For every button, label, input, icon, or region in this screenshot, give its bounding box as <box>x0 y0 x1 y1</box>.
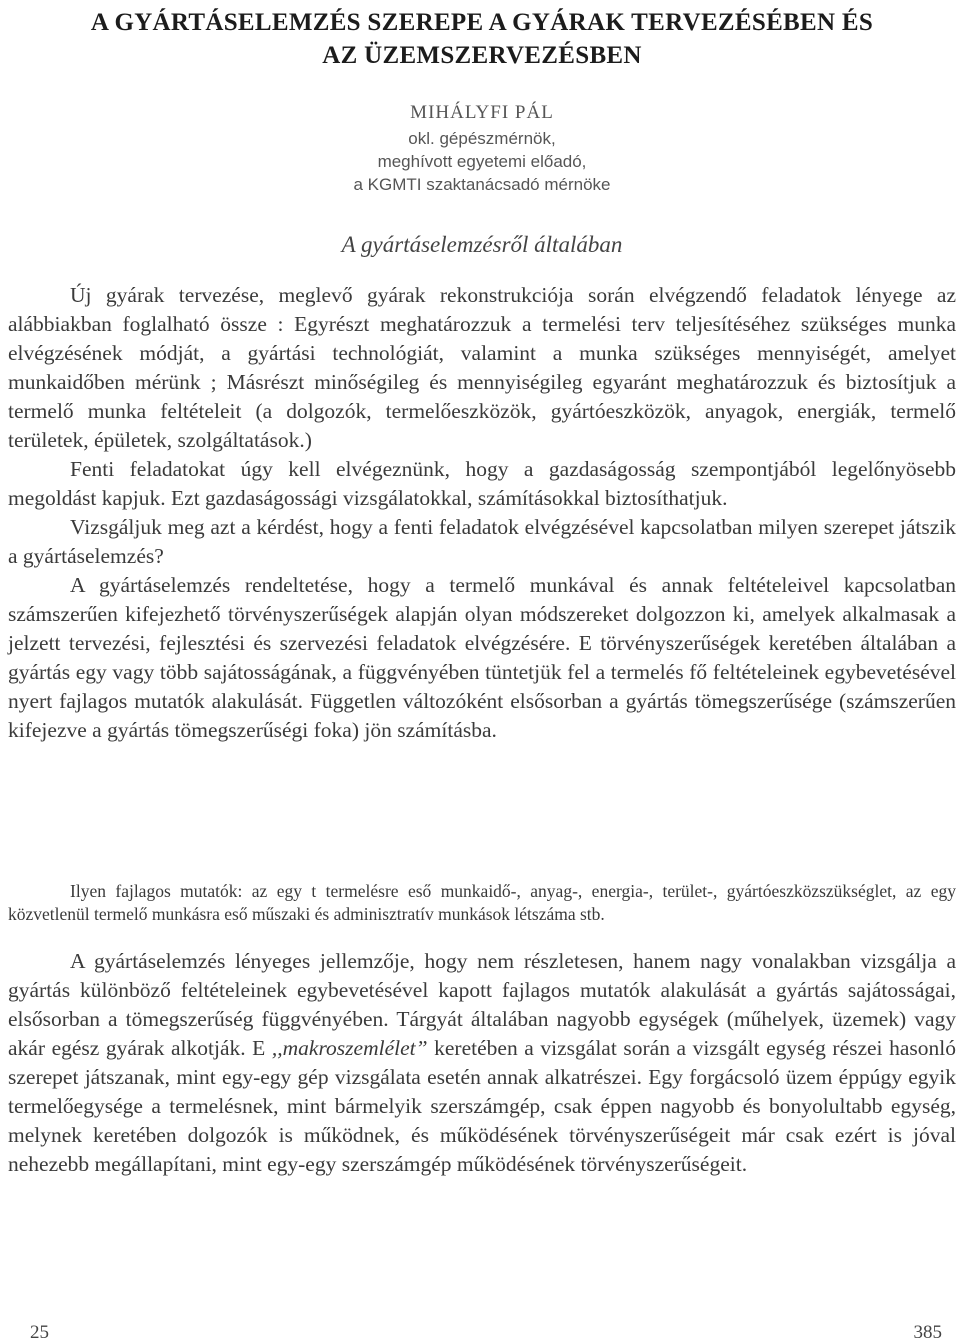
article-title <box>8 6 956 72</box>
body-text-continued <box>8 947 956 1179</box>
affiliation-line-2: meghívott egyetemi előadó, <box>377 152 587 171</box>
affiliation-line-3: a KGMTI szaktanácsadó mérnöke <box>353 175 611 194</box>
body-text-main <box>8 281 956 745</box>
paragraph: Fenti feladatokat úgy kell elvégeznünk, hogy a gazdaságosság szempontjából legelőnyösebb megoldást kapjuk. Ezt gazdaságossági vizsgálatokkal, számításokkal biztosíthatjuk. <box>8 457 956 510</box>
small-print-note <box>8 880 956 926</box>
title-line-2: AZ ÜZEMSZERVEZÉSBEN <box>322 42 642 69</box>
author-affiliation <box>8 127 956 196</box>
paragraph: Vizsgáljuk meg azt a kérdést, hogy a fenti feladatok elvégzésével kapcsolatban milyen szerepet játszik a gyártáselemzés? <box>8 515 956 568</box>
paragraph-text: keretében a vizsgálat során a vizsgált egység részei hasonló szerepet játszanak, mint egy-egy gép vizsgálata esetén annak alkatrészei. Egy forgácsoló üzem éppúgy egyik termelőegysége a termelésnek, mint bármelyik szerszámgép, csak éppen nagyobb és bonyolultabb egység, melynek keretében dolgozók is működnek, és működésének törvényszerűségeit már csak ezért is jóval nehezebb megállapítani, mint egy-egy szerszámgép működésének törvényszerűségeit. <box>8 1036 956 1176</box>
section-heading: A gyártáselemzésről általában <box>341 232 623 257</box>
footer-page-number-left: 25 <box>30 1322 49 1343</box>
author-name: MIHÁLYFI PÁL <box>410 102 554 123</box>
paragraph-text: A gyártáselemzés lényeges jellemzője, hogy nem részletesen, hanem nagy vonalakban vizsgálja a gyártás különböző feltételeinek egybevetésével kapott fajlagos mutatók alakulását a gyártás sajátosságai, elsősorban a tömegszerűség függvényében. Tárgyát általában nagyobb egységek (műhelyek, üzemek) vagy akár egész gyárak alkotják. E <box>8 949 956 1060</box>
note-paragraph: Ilyen fajlagos mutatók: az egy t termelésre eső munkaidő-, anyag-, energia-, terület-, gyártóeszközszükséglet, az egy közvetlenül termelő munkásra eső műszaki és adminisztratív munkások létszáma stb. <box>8 881 956 924</box>
emphasized-term: ,,makroszemlélet” <box>271 1036 428 1060</box>
footer-page-number-right: 385 <box>913 1322 942 1343</box>
paragraph: A gyártáselemzés rendeltetése, hogy a termelő munkával és annak feltételeivel kapcsolatban számszerűen kifejezhető törvényszerűségek alapján olyan módszereket dolgozzon ki, amelyek alkalmasak a jelzett tervezési, fejlesztési és szervezési feladatok elvégzésére. E törvényszerűségek keretében általában a gyártás egy vagy több sajátosságának, a függvényében tüntetjük fel a termelés fő feltételeinek egybevetésével nyert fajlagos mutatók alakulását. Független változóként elsősorban a gyártás tömegszerűsége (számszerűen kifejezve a gyártás tömegszerűségi foka) jön számításba. <box>8 573 956 742</box>
title-line-1: A GYÁRTÁSELEMZÉS SZEREPE A GYÁRAK TERVEZÉSÉBEN ÉS <box>90 9 874 36</box>
affiliation-line-1: okl. gépészmérnök, <box>408 129 556 148</box>
paragraph: Új gyárak tervezése, meglevő gyárak rekonstrukciója során elvégzendő feladatok lényege az alábbiakban foglalható össze : Egyrészt meghatározzuk a termelési terv teljesítéséhez szükséges munka elvégzésének módját, a gyártási technológiát, valamint a munka szükséges mennyiségét, amelyet munkaidőben mérünk ; Másrészt minőségileg és mennyiségileg egyaránt meghatározzuk és biztosítjuk a termelő munka feltételeit (a dolgozók, termelőeszközök, gyártóeszközök, anyagok, energiák, termelő területek, épületek, szolgáltatások.) <box>8 283 956 452</box>
paragraph <box>8 947 956 1179</box>
